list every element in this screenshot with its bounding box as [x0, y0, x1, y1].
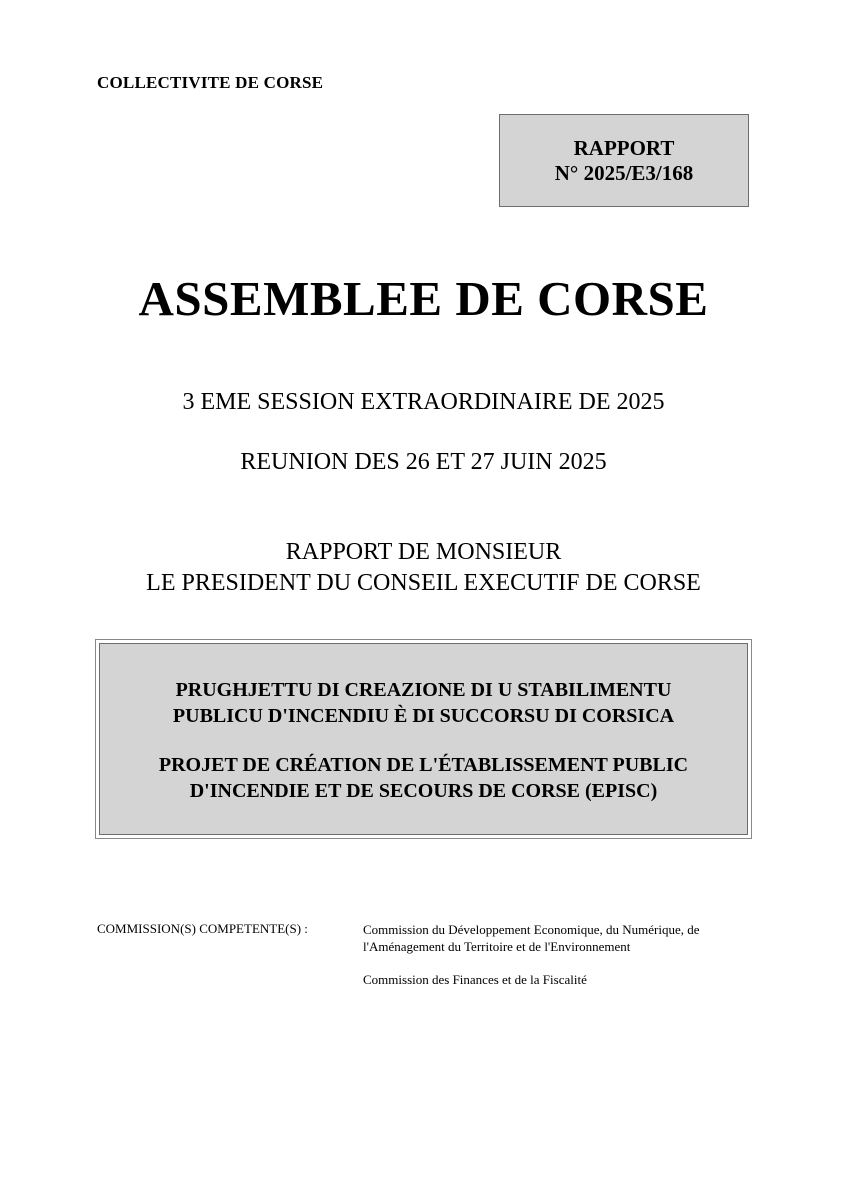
meeting-dates: REUNION DES 26 ET 27 JUIN 2025: [240, 449, 607, 475]
report-number: N° 2025/E3/168: [554, 160, 694, 185]
corsican-line-2: PUBLICU D'INCENDIU È DI SUCCORSU DI CORSICA: [172, 705, 675, 727]
commissions-label: COMMISSION(S) COMPETENTE(S) :: [97, 921, 308, 936]
presenter-line-2: LE PRESIDENT DU CONSEIL EXECUTIF DE CORSE: [146, 570, 701, 596]
presenter-line-1: RAPPORT DE MONSIEUR: [285, 539, 562, 565]
commission-item: Commission des Finances et de la Fiscalité: [363, 972, 587, 987]
project-title-box: [99, 643, 748, 835]
report-number-box: [499, 114, 749, 207]
french-line-2: D'INCENDIE ET DE SECOURS DE CORSE (EPISC): [189, 780, 658, 802]
organization-name: COLLECTIVITE DE CORSE: [97, 73, 324, 92]
report-label: RAPPORT: [573, 135, 675, 160]
presenter-block: [0, 537, 847, 599]
corsican-line-1: PRUGHJETTU DI CREAZIONE DI U STABILIMENTU: [175, 679, 672, 701]
french-line-1: PROJET DE CRÉATION DE L'ÉTABLISSEMENT PUBLIC: [158, 754, 689, 776]
project-title-corsican: [100, 677, 747, 729]
project-title-french: [100, 752, 747, 804]
project-title-frame: [95, 639, 752, 839]
document-title: ASSEMBLEE DE CORSE: [138, 271, 709, 326]
session-line: 3 EME SESSION EXTRAORDINAIRE DE 2025: [182, 389, 665, 415]
commissions-list: [363, 921, 758, 1004]
commission-item: Commission du Développement Economique, du Numérique, de l'Aménagement du Territoire et de l'Environnement: [363, 922, 700, 954]
